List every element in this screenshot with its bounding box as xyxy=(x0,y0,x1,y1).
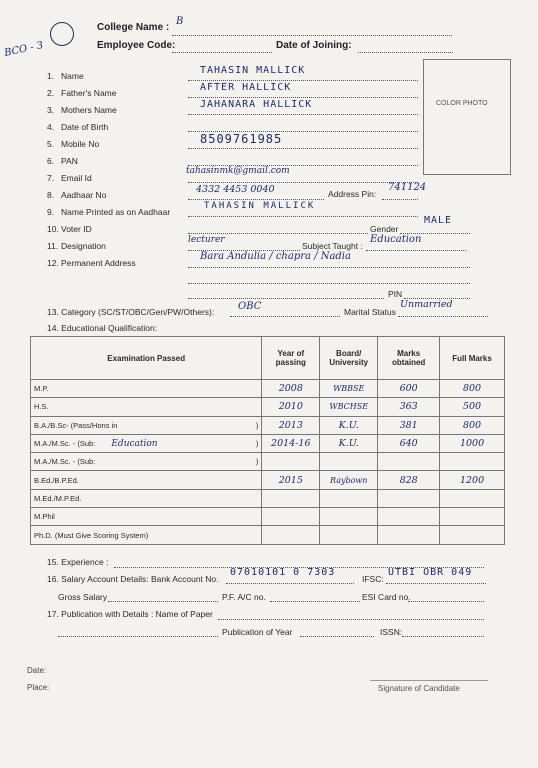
table-row xyxy=(31,398,505,416)
paren: ) xyxy=(255,438,259,448)
field-line xyxy=(188,97,418,98)
table-row xyxy=(31,416,505,434)
marks-cell: 363 xyxy=(378,398,440,416)
address-pin-line xyxy=(382,199,418,200)
exam-name: M.P. xyxy=(31,380,262,398)
field-line xyxy=(188,267,470,268)
marital-status-value: Unmarried xyxy=(400,299,453,310)
header-full-marks: Full Marks xyxy=(440,337,505,380)
field-num: 5. xyxy=(47,139,55,149)
table-row xyxy=(31,380,505,398)
subject-value: Education xyxy=(370,234,422,245)
field-label-date-of-birth: Date of Birth xyxy=(61,122,109,132)
publication-line xyxy=(218,619,484,620)
margin-note: BCO - 3 xyxy=(3,40,45,59)
table-row xyxy=(31,508,505,526)
board-cell: WBBSE xyxy=(320,380,378,398)
exam-label: B.A./B.Sc- (Pass/Hons in xyxy=(34,420,118,430)
date-label: Date: xyxy=(27,666,47,675)
bank-account-line xyxy=(226,583,354,584)
table-row xyxy=(31,453,505,471)
field-label-aadhaar: Aadhaar No xyxy=(61,190,107,200)
year-cell xyxy=(262,489,320,507)
marks-cell: 600 xyxy=(378,380,440,398)
pf-label: P.F. A/C no. xyxy=(222,592,266,602)
full-marks-cell: 800 xyxy=(440,416,505,434)
field-line xyxy=(188,216,418,217)
exam-name: B.Ed./B.P.Ed. xyxy=(31,471,262,489)
photo-label: COLOR PHOTO xyxy=(436,100,488,107)
field-line xyxy=(188,233,368,234)
exam-subject: Education xyxy=(111,438,158,449)
board-cell: K.U. xyxy=(320,434,378,452)
ifsc-line xyxy=(386,583,486,584)
year-cell: 2013 xyxy=(262,416,320,434)
bank-account-value: 07010101 0 7303 xyxy=(230,567,336,578)
field-label-permanent-address: Permanent Address xyxy=(61,258,136,268)
field-num: 3. xyxy=(47,105,55,115)
table-row xyxy=(31,526,505,544)
category-line xyxy=(230,316,340,317)
subject-label: Subject Taught : xyxy=(302,241,363,251)
field-num: 8. xyxy=(47,190,55,200)
paren: ) xyxy=(255,420,259,430)
field-line xyxy=(188,80,418,81)
signature-line xyxy=(370,680,488,681)
ifsc-value: UTBI OBR 049 xyxy=(388,567,473,578)
signature-label: Signature of Candidate xyxy=(378,684,460,693)
field-num: 4. xyxy=(47,122,55,132)
field-num: 12. xyxy=(47,258,59,268)
circle-mark xyxy=(50,22,74,46)
header-marks: Marks obtained xyxy=(378,337,440,380)
board-cell xyxy=(320,508,378,526)
table-row xyxy=(31,471,505,489)
field-num: 7. xyxy=(47,173,55,183)
edu-title: 14. Educational Qualification: xyxy=(47,323,158,333)
field-num: 11. xyxy=(47,241,59,251)
field-value-aadhaar: 4332 4453 0040 xyxy=(196,184,275,195)
field-label-mobile: Mobile No xyxy=(61,139,100,149)
year-cell: 2014-16 xyxy=(262,434,320,452)
board-cell xyxy=(320,453,378,471)
marks-cell: 640 xyxy=(378,434,440,452)
field-label-fathers-name: Father's Name xyxy=(61,88,117,98)
pf-line xyxy=(270,601,360,602)
gender-value: MALE xyxy=(424,215,453,226)
photo-box xyxy=(423,59,511,175)
category-label: 13. Category (SC/ST/OBC/Gen/PW/Others): xyxy=(47,307,215,317)
experience-label: 15. Experience : xyxy=(47,557,109,567)
full-marks-cell: 1000 xyxy=(440,434,505,452)
exam-label: M.A./M.Sc. - (Sub: xyxy=(34,438,96,448)
year-cell xyxy=(262,508,320,526)
address-pin-label: Address Pin: xyxy=(328,189,377,199)
full-marks-cell xyxy=(440,489,505,507)
exam-name: Ph.D. (Must Give Scoring System) xyxy=(31,526,262,544)
field-value-mobile: 8509761985 xyxy=(200,132,283,146)
field-value-name: TAHASIN MALLICK xyxy=(200,65,306,76)
table-row xyxy=(31,489,505,507)
paren: ) xyxy=(255,457,259,467)
gross-salary-label: Gross Salary xyxy=(58,592,108,602)
year-cell: 2015 xyxy=(262,471,320,489)
marks-cell xyxy=(378,526,440,544)
board-cell: Raybown xyxy=(320,471,378,489)
college-name-label: College Name : xyxy=(97,22,170,33)
publication-year-label: Publication of Year xyxy=(222,627,293,637)
college-name-value: B xyxy=(176,16,184,27)
field-label-email: Email Id xyxy=(61,173,92,183)
publication-line-2 xyxy=(58,636,218,637)
marks-cell xyxy=(378,508,440,526)
field-value-email: tahasinmk@gmail.com xyxy=(186,166,290,176)
field-label-mothers-name: Mothers Name xyxy=(61,105,117,115)
marks-cell xyxy=(378,489,440,507)
full-marks-cell: 800 xyxy=(440,380,505,398)
field-line xyxy=(188,199,324,200)
pin-label: PIN xyxy=(388,289,403,299)
year-cell: 2010 xyxy=(262,398,320,416)
marital-status-line xyxy=(398,316,488,317)
ifsc-label: IFSC: xyxy=(362,574,384,584)
qualification-table xyxy=(30,336,505,545)
full-marks-cell: 500 xyxy=(440,398,505,416)
place-label: Place: xyxy=(27,683,50,692)
subject-line xyxy=(366,250,466,251)
marks-cell: 381 xyxy=(378,416,440,434)
year-cell xyxy=(262,526,320,544)
field-num: 6. xyxy=(47,156,55,166)
gross-salary-line xyxy=(108,601,218,602)
full-marks-cell xyxy=(440,453,505,471)
table-header-row xyxy=(31,337,505,380)
board-cell: WBCHSE xyxy=(320,398,378,416)
field-label-voter-id: Voter ID xyxy=(61,224,92,234)
college-name-line xyxy=(172,35,452,36)
publication-year-line xyxy=(300,636,374,637)
field-num: 2. xyxy=(47,88,55,98)
field-label-name: Name xyxy=(61,71,84,81)
field-value-mothers-name: JAHANARA HALLICK xyxy=(200,99,313,110)
exam-name: M.Ed./M.P.Ed. xyxy=(31,489,262,507)
board-cell xyxy=(320,489,378,507)
gender-label: Gender xyxy=(370,224,399,234)
field-line xyxy=(188,114,418,115)
salary-label: 16. Salary Account Details: Bank Account No. xyxy=(47,574,219,584)
exam-name: H.S. xyxy=(31,398,262,416)
address-pin-value: 741124 xyxy=(388,182,427,193)
issn-line xyxy=(402,636,484,637)
marital-status-label: Marital Status xyxy=(344,307,396,317)
address-line-2 xyxy=(188,283,470,284)
field-line xyxy=(188,148,418,149)
header-board: Board/ University xyxy=(320,337,378,380)
full-marks-cell xyxy=(440,508,505,526)
exam-name xyxy=(31,434,262,452)
header-exam: Examination Passed xyxy=(31,337,262,380)
field-value-designation: lecturer xyxy=(188,235,225,245)
employee-code-label: Employee Code: xyxy=(97,40,176,51)
category-value: OBC xyxy=(238,301,262,312)
exam-name xyxy=(31,416,262,434)
date-of-joining-label: Date of Joining: xyxy=(276,40,352,51)
marks-cell: 828 xyxy=(378,471,440,489)
field-num: 1. xyxy=(47,71,55,81)
field-num: 9. xyxy=(47,207,55,217)
marks-cell xyxy=(378,453,440,471)
year-cell xyxy=(262,453,320,471)
field-line xyxy=(188,182,418,183)
board-cell: K.U. xyxy=(320,416,378,434)
field-value-fathers-name: AFTER HALLICK xyxy=(200,82,292,93)
field-label-pan: PAN xyxy=(61,156,78,166)
exam-label: M.A./M.Sc. - (Sub: xyxy=(34,457,96,467)
full-marks-cell: 1200 xyxy=(440,471,505,489)
full-marks-cell xyxy=(440,526,505,544)
table-row xyxy=(31,434,505,452)
exam-name xyxy=(31,453,262,471)
board-cell xyxy=(320,526,378,544)
field-label-designation: Designation xyxy=(61,241,106,251)
address-line-3 xyxy=(188,298,384,299)
header-year: Year of passing xyxy=(262,337,320,380)
employee-code-line xyxy=(172,52,272,53)
publication-label: 17. Publication with Details : Name of Paper xyxy=(47,609,213,619)
year-cell: 2008 xyxy=(262,380,320,398)
issn-label: ISSN: xyxy=(380,627,403,637)
esi-line xyxy=(408,601,484,602)
esi-label: ESI Card no. xyxy=(362,592,411,602)
field-value-permanent-address: Bara Andulia / chapra / Nadia xyxy=(200,251,351,262)
field-num: 10. xyxy=(47,224,59,234)
field-label-aadhaar-name: Name Printed as on Aadhaar xyxy=(61,207,171,217)
date-of-joining-line xyxy=(358,52,453,53)
field-value-aadhaar-name: TAHASIN MALLICK xyxy=(204,201,316,211)
exam-name: M.Phil xyxy=(31,508,262,526)
